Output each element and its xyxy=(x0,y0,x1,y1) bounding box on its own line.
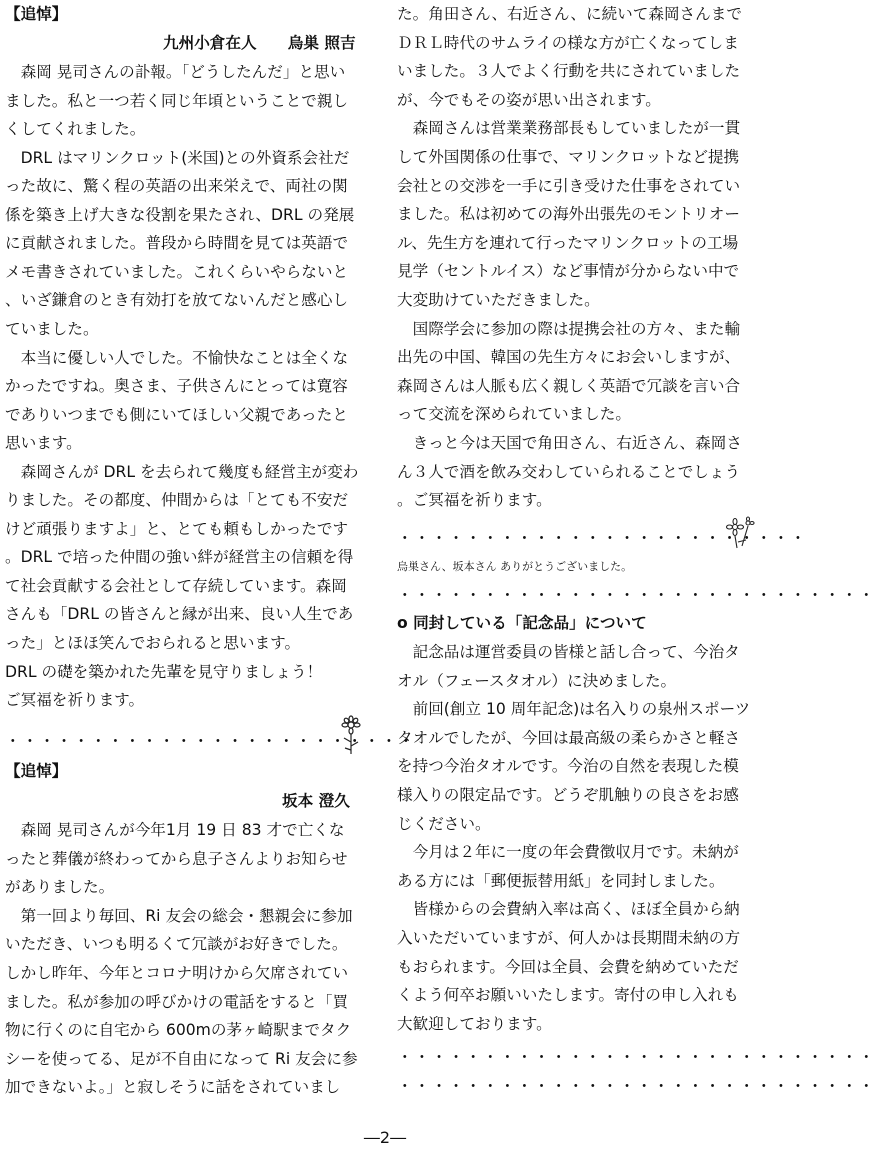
text-line: ったと葬儀が終わってから息子さんよりお知らせ xyxy=(5,849,348,868)
text-line: いました。３人でよく行動を共にされていました xyxy=(397,62,741,81)
text-line: さんも「DRL の皆さんと縁が出来、良い人生であ xyxy=(5,605,354,624)
text-line: て社会貢献する会社として存続しています。森岡 xyxy=(5,576,347,595)
text-line: 国際学会に参加の際は提携会社の方々、また輸 xyxy=(397,319,741,338)
text-line: くしてくれました。 xyxy=(5,120,146,139)
text-line: 大歓迎しております。 xyxy=(397,1014,552,1033)
text-line: DRL はマリンクロット(米国)との外資系会社だ xyxy=(5,148,350,167)
section-heading-tribute-2: 【追悼】 xyxy=(5,762,68,780)
text-line: ました。私は初めての海外出張先のモントリオー xyxy=(397,205,740,224)
text-line: 会社との交渉を一手に引き受けた仕事をされてい xyxy=(397,176,741,195)
text-line: シーを使ってる、足が不自由になって Ri 友会に参 xyxy=(5,1049,358,1068)
page-number: ―2― xyxy=(363,1128,407,1147)
text-line: 本当に優しい人でした。不愉快なことは全くな xyxy=(5,348,349,367)
text-line: くよう何卒お願いいたします。寄付の申し入れも xyxy=(397,986,739,1005)
text-line: じください。 xyxy=(397,814,491,833)
text-line: が、今でもその姿が思い出されます。 xyxy=(397,90,661,109)
author-line-2: 坂本 澄久 xyxy=(282,792,350,810)
text-line: 思います。 xyxy=(5,434,82,453)
text-line: 森岡さんは営業業務部長もしていましたが一貫 xyxy=(397,119,741,138)
text-line: 森岡さんが DRL を去られて幾度も経営主が変わ xyxy=(5,462,359,481)
author-line-1: 九州小倉在人 烏巣 照吉 xyxy=(163,34,356,52)
text-line: って交流を深められていました。 xyxy=(397,405,631,424)
text-line: オル（フェースタオル）に決めました。 xyxy=(397,671,677,690)
text-line: がありました。 xyxy=(5,878,115,897)
text-line: 森岡 晃司さんが今年1月 19 日 83 才で亡くな xyxy=(5,821,345,839)
dotted-separator-right-1: ・・・・・・・・・・・・・・・・・・・・・・・・ xyxy=(397,529,808,547)
text-line: DRL の礎を築かれた先輩を見守りましょう！ xyxy=(5,662,323,681)
text-line: 見学（セントルイス）など事情が分からない中で xyxy=(397,262,740,281)
text-line: った故に、驚く程の英語の出来栄えで、両社の関 xyxy=(5,177,348,196)
text-line: けど頑張りますよ」と、とても頼もしかったです xyxy=(5,519,349,538)
text-line: に貢献されました。普段から時間を見ては英語で xyxy=(5,234,349,253)
text-line: った」とほほ笑んでおられると思います。 xyxy=(5,634,301,652)
text-line: ました。私が参加の呼びかけの電話をすると「買 xyxy=(5,992,349,1011)
dotted-separator-right-4: ・・・・・・・・・・・・・・・・・・・・・・・・・・・・ xyxy=(397,1077,876,1095)
text-line: ていました。 xyxy=(5,319,99,338)
text-line: 記念品は運営委員の皆様と話し合って、今治タ xyxy=(397,643,740,661)
text-line: いただき、いつも明るくて冗談がお好きでした。 xyxy=(5,935,348,954)
text-line: 森岡 晃司さんの訃報。「どうしたんだ」と思い xyxy=(5,63,346,81)
text-line: りました。その都度、仲間からは「とても不安だ xyxy=(5,491,349,510)
text-line: ある方には「郵便振替用紙」を同封しました。 xyxy=(397,871,725,890)
text-line: 物に行くのに自宅から 600mの茅ヶ崎駅までタク xyxy=(5,1021,352,1040)
text-line: 。DRL で培った仲間の強い絆が経営主の信頼を得 xyxy=(5,548,354,567)
text-line: ました。私と一つ若く同じ年頃ということで親し xyxy=(5,91,349,110)
text-line: ル、先生方を連れて行ったマリンクロットの工場 xyxy=(397,233,739,252)
text-line: メモ書きされていました。これくらいやらないと xyxy=(5,262,349,281)
dotted-separator-right-2: ・・・・・・・・・・・・・・・・・・・・・・・・・・・・ xyxy=(397,586,876,604)
text-line: 森岡さんは人脈も広く親しく英語で冗談を言い合 xyxy=(397,376,741,395)
flower-icon xyxy=(337,716,365,756)
text-line: かったですね。奥さま、子供さんにとっては寛容 xyxy=(5,377,348,396)
text-line: 、いざ鎌倉のとき有効打を放てないんだと感心し xyxy=(5,291,349,310)
text-line: を持つ今治タオルです。今治の自然を表現した模 xyxy=(397,757,739,776)
text-line: 皆様からの会費納入率は高く、ほぼ全員から納 xyxy=(397,900,740,919)
text-line: 前回(創立 10 周年記念)は名入りの泉州スポーツ xyxy=(397,700,751,719)
flower-icon xyxy=(724,516,756,550)
text-line: きっと今は天国で角田さん、右近さん、森岡さ xyxy=(397,434,742,452)
text-line: 出先の中国、韓国の先生方々にお会いしますが、 xyxy=(397,348,741,367)
text-line: もおられます。今回は全員、会費を納めていただ xyxy=(397,957,739,976)
text-line: 今月は２年に一度の年会費徴収月です。未納が xyxy=(397,843,739,862)
text-line: 加できないよ。」と寂しそうに話をされていまし xyxy=(5,1078,341,1097)
text-line: 。ご冥福を祈ります。 xyxy=(397,491,552,510)
text-line: 入いただいていますが、何人かは長期間未納の方 xyxy=(397,929,741,947)
text-line: ん３人で酒を飲み交わしていられることでしょう xyxy=(397,462,741,481)
dotted-separator-left: ・・・・・・・・・・・・・・・・・・・・・・・・ xyxy=(5,732,416,750)
text-line: タオルでしたが、今回は最高級の柔らかさと軽さ xyxy=(397,728,741,747)
text-line: ご冥福を祈ります。 xyxy=(5,691,145,710)
text-line: 大変助けていただきました。 xyxy=(397,291,600,309)
thanks-note: 烏巣さん、坂本さん ありがとうございました。 xyxy=(397,560,633,573)
text-line: た。角田さん、右近さん、に続いて森岡さんまで xyxy=(397,5,742,23)
text-line: 係を築き上げ大きな役割を果たされ、DRL の発展 xyxy=(5,205,355,224)
text-line: 第一回より毎回、Ri 友会の総会・懇親会に参加 xyxy=(5,906,353,925)
text-line: でありいつまでも側にいてほしい父親であったと xyxy=(5,405,348,424)
text-line: 様入りの限定品です。どうぞ肌触りの良さをお感 xyxy=(397,786,739,804)
dotted-separator-right-3: ・・・・・・・・・・・・・・・・・・・・・・・・・・・・ xyxy=(397,1048,876,1066)
text-line: して外国関係の仕事で、マリンクロットなど提携 xyxy=(397,148,740,166)
section-heading-souvenir: o 同封している「記念品」について xyxy=(397,614,647,632)
text-line: しかし昨年、今年とコロナ明けから欠席されてい xyxy=(5,964,349,982)
section-heading-tribute-1: 【追悼】 xyxy=(5,5,68,23)
text-line: ＤＲＬ時代のサムライの様な方が亡くなってしま xyxy=(397,33,739,52)
